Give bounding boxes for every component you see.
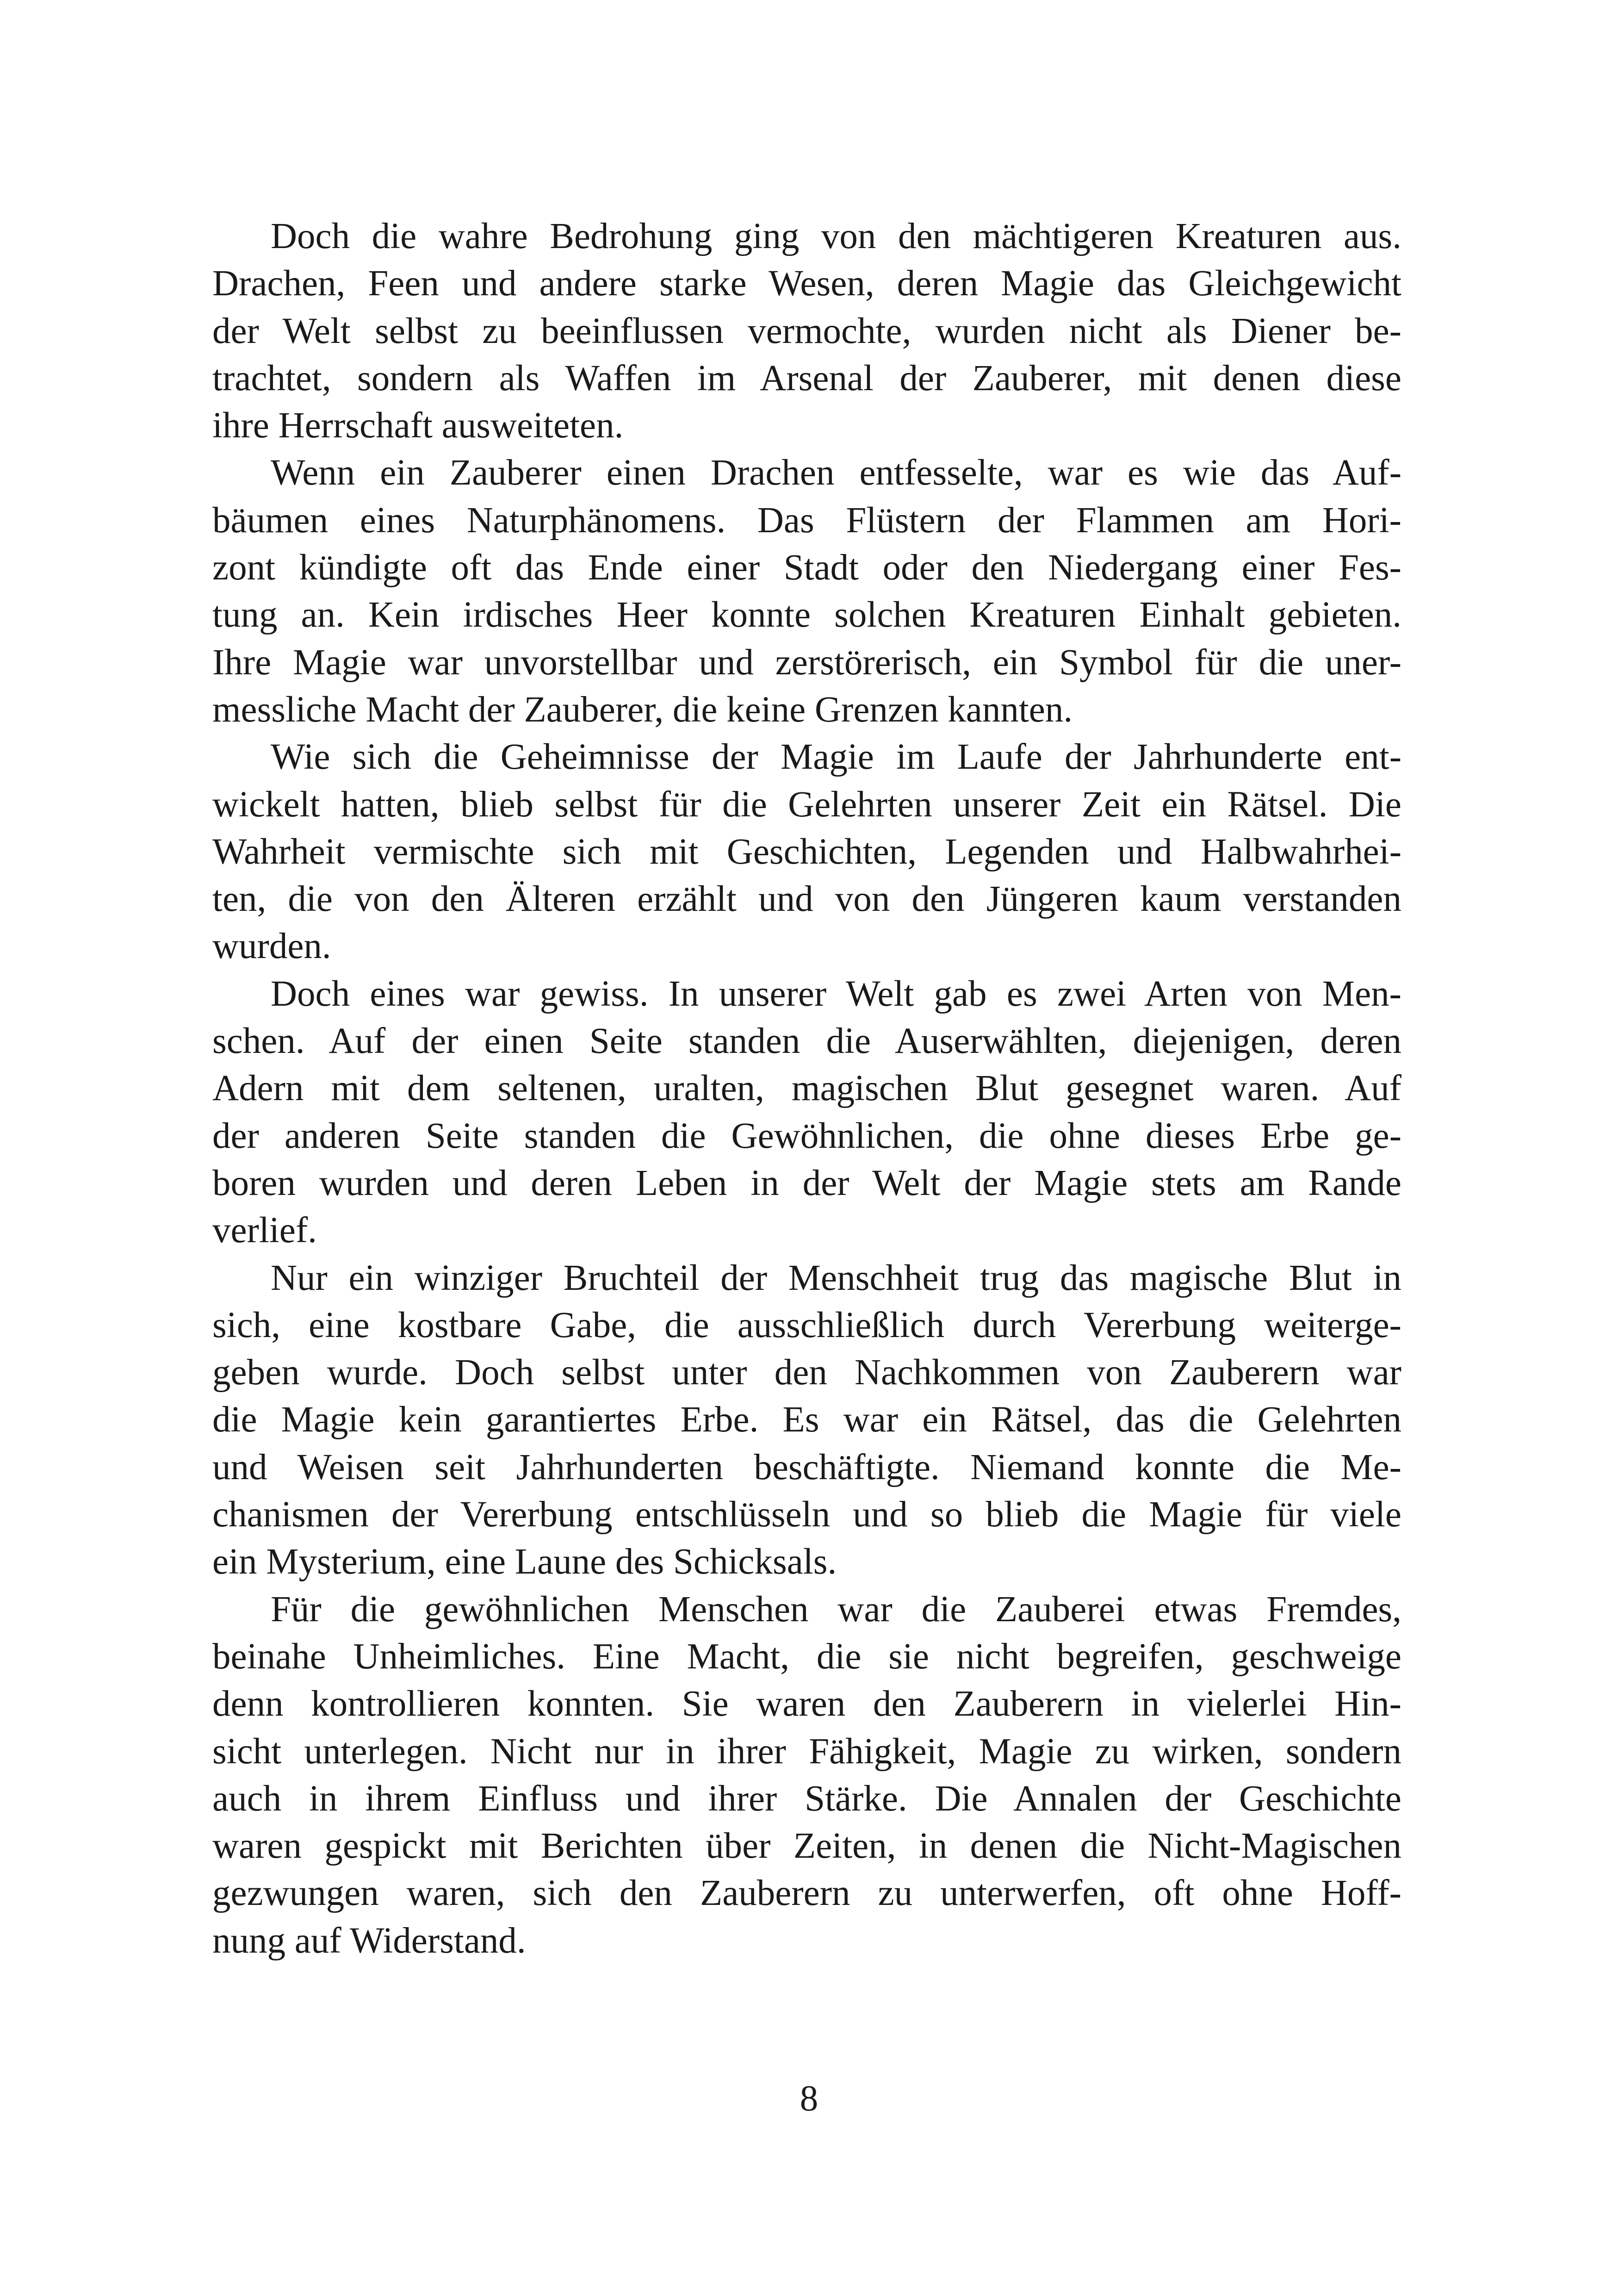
text-line: ihre Herrschaft ausweiteten. xyxy=(212,405,624,446)
text-line: Wie sich die Geheimnisse der Magie im Laufe der Jahrhunderte ent- xyxy=(271,737,1401,778)
text-line: die Magie kein garantiertes Erbe. Es war ein Rätsel, das die Gelehrten xyxy=(212,1400,1401,1440)
text-line: ten, die von den Älteren erzählt und von den Jüngeren kaum verstanden xyxy=(212,879,1401,920)
text-line: schen. Auf der einen Seite standen die Auserwählten, diejenigen, deren xyxy=(212,1021,1401,1062)
text-line: der anderen Seite standen die Gewöhnlichen, die ohne dieses Erbe ge- xyxy=(212,1115,1401,1156)
text-line: verlief. xyxy=(212,1210,317,1251)
text-line: Für die gewöhnlichen Menschen war die Zauberei etwas Fremdes, xyxy=(271,1589,1401,1630)
text-line: bäumen eines Naturphänomens. Das Flüstern der Flammen am Hori- xyxy=(212,500,1401,541)
text-line: Wahrheit vermischte sich mit Geschichten, Legenden und Halbwahrhei- xyxy=(212,831,1401,872)
text-line: tung an. Kein irdisches Heer konnte solchen Kreaturen Einhalt gebieten. xyxy=(212,595,1401,635)
text-line: sicht unterlegen. Nicht nur in ihrer Fähigkeit, Magie zu wirken, sondern xyxy=(212,1731,1401,1772)
text-line: beinahe Unheimliches. Eine Macht, die sie nicht begreifen, geschweige xyxy=(212,1636,1401,1677)
paragraph xyxy=(212,1255,1401,1586)
body-text xyxy=(212,213,1401,1965)
paragraph xyxy=(212,971,1401,1255)
text-line: wickelt hatten, blieb selbst für die Gelehrten unserer Zeit ein Rätsel. Die xyxy=(212,784,1401,825)
text-line: und Weisen seit Jahrhunderten beschäftigte. Niemand konnte die Me- xyxy=(212,1447,1401,1487)
text-line: auch in ihrem Einfluss und ihrer Stärke. Die Annalen der Geschichte xyxy=(212,1778,1401,1819)
text-line: ein Mysterium, eine Laune des Schicksals. xyxy=(212,1542,837,1582)
text-line: wurden. xyxy=(212,926,331,967)
text-line: gezwungen waren, sich den Zauberern zu unterwerfen, oft ohne Hoff- xyxy=(212,1873,1401,1914)
text-line: waren gespickt mit Berichten über Zeiten, in denen die Nicht-Magischen xyxy=(212,1826,1401,1867)
text-line: geben wurde. Doch selbst unter den Nachkommen von Zauberern war xyxy=(212,1352,1401,1393)
text-line: Nur ein winziger Bruchteil der Menschheit trug das magische Blut in xyxy=(271,1257,1401,1298)
text-line: chanismen der Vererbung entschlüsseln und so blieb die Magie für viele xyxy=(212,1494,1401,1535)
paragraph xyxy=(212,1586,1401,1965)
text-line: nung auf Widerstand. xyxy=(212,1920,526,1961)
text-line: Doch eines war gewiss. In unserer Welt gab es zwei Arten von Men- xyxy=(271,973,1401,1014)
text-line: Adern mit dem seltenen, uralten, magischen Blut gesegnet waren. Auf xyxy=(212,1068,1401,1109)
text-line: sich, eine kostbare Gabe, die ausschließlich durch Vererbung weiterge- xyxy=(212,1305,1401,1345)
text-line: der Welt selbst zu beeinflussen vermochte, wurden nicht als Diener be- xyxy=(212,311,1401,351)
page-number: 8 xyxy=(800,2078,818,2119)
text-line: Ihre Magie war unvorstellbar und zerstörerisch, ein Symbol für die uner- xyxy=(212,642,1401,683)
paragraph xyxy=(212,213,1401,449)
text-line: Doch die wahre Bedrohung ging von den mächtigeren Kreaturen aus. xyxy=(271,216,1401,256)
text-line: denn kontrollieren konnten. Sie waren den Zauberern in vielerlei Hin- xyxy=(212,1684,1401,1724)
text-line: boren wurden und deren Leben in der Welt der Magie stets am Rande xyxy=(212,1163,1401,1203)
text-line: Drachen, Feen und andere starke Wesen, deren Magie das Gleichgewicht xyxy=(212,263,1401,304)
paragraph xyxy=(212,449,1401,734)
text-line: zont kündigte oft das Ende einer Stadt oder den Niedergang einer Fes- xyxy=(212,548,1401,588)
text-line: trachtet, sondern als Waffen im Arsenal der Zauberer, mit denen diese xyxy=(212,358,1401,398)
text-line: messliche Macht der Zauberer, die keine Grenzen kannten. xyxy=(212,689,1073,730)
text-line: Wenn ein Zauberer einen Drachen entfesselte, war es wie das Auf- xyxy=(271,453,1401,493)
paragraph xyxy=(212,734,1401,970)
